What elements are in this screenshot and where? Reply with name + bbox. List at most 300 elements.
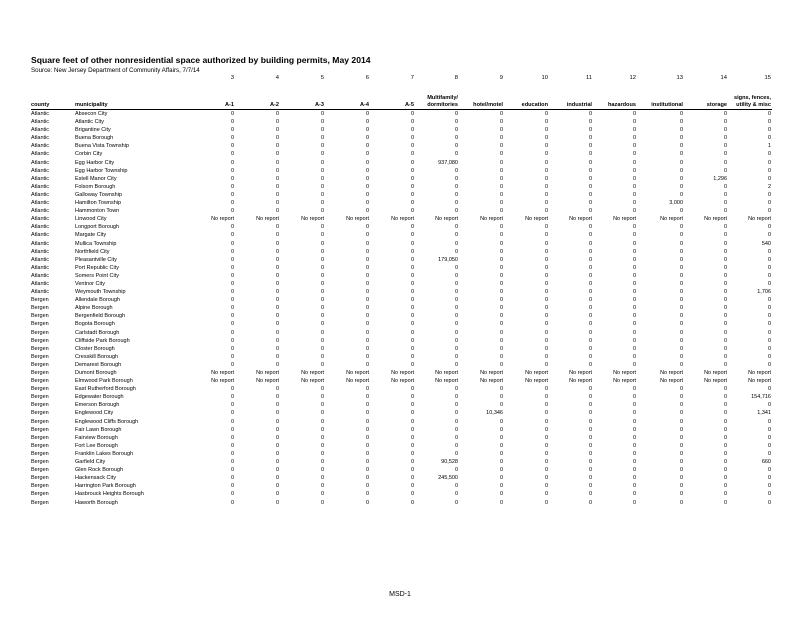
value-cell: 0 — [320, 151, 324, 158]
value-cell: 90,528 — [441, 459, 458, 466]
value-cell: 0 — [275, 240, 279, 247]
value-cell: 0 — [679, 329, 683, 336]
value-cell: 0 — [275, 135, 279, 142]
value-cell: No report — [660, 370, 683, 376]
county-cell: Bergen — [31, 483, 49, 490]
value-cell: 0 — [230, 329, 234, 336]
value-cell: 0 — [454, 394, 458, 401]
value-cell: No report — [613, 370, 636, 376]
value-cell: 0 — [320, 143, 324, 150]
value-cell: 0 — [320, 499, 324, 506]
value-cell: 0 — [632, 127, 636, 134]
municipality-cell: Alpine Borough — [75, 305, 113, 312]
value-cell: 0 — [588, 175, 592, 182]
value-cell: 0 — [365, 410, 369, 417]
value-cell: 0 — [365, 450, 369, 457]
value-cell: 0 — [544, 499, 548, 506]
value-cell: No report — [435, 370, 458, 376]
value-cell: 0 — [454, 450, 458, 457]
value-cell: 0 — [632, 175, 636, 182]
column-header: storage — [706, 101, 727, 108]
value-cell: 0 — [320, 491, 324, 498]
value-cell: 0 — [230, 386, 234, 393]
value-cell: 0 — [230, 289, 234, 296]
table-row — [31, 369, 772, 377]
value-cell: No report — [660, 378, 683, 385]
value-cell: 0 — [588, 426, 592, 433]
value-cell: 0 — [320, 410, 324, 417]
value-cell: 0 — [410, 240, 414, 247]
value-cell: 0 — [499, 264, 503, 271]
county-cell: Atlantic — [31, 240, 50, 247]
value-cell: 0 — [679, 353, 683, 360]
value-cell: 0 — [723, 337, 727, 344]
value-cell: 0 — [320, 159, 324, 166]
value-cell: 0 — [499, 280, 503, 287]
value-cell: 0 — [544, 208, 548, 215]
value-cell: 0 — [454, 224, 458, 231]
value-cell: 0 — [723, 240, 727, 247]
county-cell: Atlantic — [31, 175, 50, 182]
value-cell: 0 — [230, 483, 234, 490]
value-cell: 2 — [767, 183, 771, 190]
value-cell: 0 — [230, 151, 234, 158]
value-cell: No report — [660, 216, 683, 223]
value-cell: 0 — [365, 386, 369, 393]
value-cell: 0 — [499, 135, 503, 142]
value-cell: 0 — [723, 208, 727, 215]
municipality-cell: Somers Point City — [75, 272, 120, 279]
table-row — [31, 223, 772, 231]
value-cell: 0 — [320, 337, 324, 344]
value-cell: 154,716 — [751, 394, 771, 401]
value-cell: 660 — [761, 459, 771, 466]
value-cell: 0 — [320, 135, 324, 142]
value-cell: 0 — [454, 200, 458, 207]
value-cell: 0 — [632, 450, 636, 457]
value-cell: 0 — [588, 418, 592, 425]
value-cell: 0 — [679, 151, 683, 158]
county-cell: Bergen — [31, 467, 49, 474]
value-cell: 0 — [632, 272, 636, 279]
value-cell: 0 — [320, 321, 324, 328]
county-cell: Bergen — [31, 394, 49, 401]
county-cell: Atlantic — [31, 280, 50, 287]
value-cell: 0 — [230, 135, 234, 142]
value-cell: 0 — [679, 345, 683, 352]
value-cell: 0 — [499, 200, 503, 207]
value-cell: 0 — [767, 491, 771, 498]
table-row — [31, 272, 772, 280]
value-cell: 0 — [544, 289, 548, 296]
value-cell: 0 — [454, 272, 458, 279]
value-cell: 0 — [679, 256, 683, 263]
municipality-cell: Pleasantville City — [75, 256, 117, 263]
value-cell: No report — [525, 370, 548, 376]
value-cell: 0 — [499, 151, 503, 158]
value-cell: 0 — [767, 127, 771, 134]
value-cell: 0 — [723, 410, 727, 417]
value-cell: 0 — [320, 434, 324, 441]
value-cell: 0 — [365, 272, 369, 279]
table-row — [31, 426, 772, 434]
value-cell: 0 — [365, 151, 369, 158]
county-cell: Bergen — [31, 297, 49, 304]
value-cell: 0 — [320, 450, 324, 457]
value-cell: 0 — [320, 305, 324, 312]
table-row — [31, 207, 772, 215]
value-cell: 0 — [588, 321, 592, 328]
value-cell: 0 — [320, 418, 324, 425]
value-cell: 0 — [275, 248, 279, 255]
table-row — [31, 199, 772, 207]
value-cell: 0 — [275, 289, 279, 296]
value-cell: 245,500 — [438, 475, 458, 482]
value-cell: 0 — [454, 321, 458, 328]
value-cell: 0 — [544, 459, 548, 466]
value-cell: 0 — [275, 467, 279, 474]
municipality-cell: Haworth Borough — [75, 499, 118, 506]
table-row — [31, 482, 772, 490]
table-row — [31, 466, 772, 474]
value-cell: 0 — [410, 297, 414, 304]
value-cell: 0 — [365, 240, 369, 247]
value-cell: 0 — [723, 418, 727, 425]
value-cell: 0 — [588, 491, 592, 498]
value-cell: 0 — [632, 418, 636, 425]
value-cell: 0 — [767, 297, 771, 304]
value-cell: 0 — [230, 499, 234, 506]
value-cell: 0 — [365, 329, 369, 336]
value-cell: 0 — [454, 353, 458, 360]
municipality-cell: East Rutherford Borough — [75, 386, 136, 393]
value-cell: 3,000 — [669, 200, 683, 207]
value-cell: No report — [613, 378, 636, 385]
value-cell: 0 — [588, 483, 592, 490]
value-cell: 0 — [544, 345, 548, 352]
value-cell: 0 — [365, 418, 369, 425]
value-cell: 0 — [588, 410, 592, 417]
value-cell: 0 — [320, 386, 324, 393]
table-row — [31, 320, 772, 328]
municipality-cell: Longport Borough — [75, 224, 120, 231]
value-cell: 0 — [365, 297, 369, 304]
value-cell: 0 — [499, 305, 503, 312]
value-cell: 0 — [544, 297, 548, 304]
value-cell: 0 — [679, 175, 683, 182]
value-cell: 0 — [365, 483, 369, 490]
value-cell: 0 — [499, 159, 503, 166]
column-header: hazardous — [608, 101, 636, 108]
value-cell: 0 — [275, 297, 279, 304]
value-cell: 0 — [410, 256, 414, 263]
value-cell: 0 — [230, 183, 234, 190]
value-cell: No report — [748, 378, 771, 385]
value-cell: No report — [748, 370, 771, 376]
value-cell: 0 — [588, 329, 592, 336]
value-cell: 0 — [767, 426, 771, 433]
value-cell: 1,296 — [713, 175, 727, 182]
value-cell: 0 — [499, 434, 503, 441]
value-cell: 0 — [410, 232, 414, 239]
value-cell: 0 — [588, 475, 592, 482]
value-cell: 540 — [761, 240, 771, 247]
value-cell: No report — [346, 370, 369, 376]
value-cell: 0 — [679, 321, 683, 328]
value-cell: 0 — [588, 135, 592, 142]
value-cell: 0 — [588, 313, 592, 320]
value-cell: 0 — [365, 159, 369, 166]
value-cell: 0 — [230, 345, 234, 352]
value-cell: 0 — [544, 491, 548, 498]
value-cell: 0 — [767, 111, 771, 117]
value-cell: 0 — [454, 499, 458, 506]
value-cell: 0 — [544, 143, 548, 150]
value-cell: 0 — [410, 272, 414, 279]
municipality-cell: Edgewater Borough — [75, 394, 124, 401]
value-cell: 0 — [365, 224, 369, 231]
value-cell: 0 — [275, 442, 279, 449]
value-cell: 0 — [275, 410, 279, 417]
value-cell: 0 — [588, 434, 592, 441]
municipality-cell: Carlstadt Borough — [75, 329, 120, 336]
value-cell: 0 — [275, 345, 279, 352]
value-cell: 0 — [230, 297, 234, 304]
county-cell: Atlantic — [31, 183, 50, 190]
column-header: hotel/motel — [473, 101, 503, 108]
municipality-cell: Closter Borough — [75, 345, 115, 352]
value-cell: 0 — [230, 418, 234, 425]
value-cell: 0 — [365, 353, 369, 360]
table-row — [31, 126, 772, 134]
value-cell: 0 — [365, 127, 369, 134]
value-cell: 0 — [588, 248, 592, 255]
value-cell: 0 — [767, 434, 771, 441]
value-cell: 0 — [499, 289, 503, 296]
county-cell: Bergen — [31, 386, 49, 393]
value-cell: 0 — [632, 305, 636, 312]
value-cell: 0 — [275, 111, 279, 117]
value-cell: 0 — [454, 151, 458, 158]
value-cell: No report — [480, 370, 503, 376]
value-cell: 0 — [679, 167, 683, 174]
value-cell: 0 — [230, 175, 234, 182]
value-cell: 0 — [410, 459, 414, 466]
value-cell: 0 — [679, 410, 683, 417]
value-cell: 0 — [632, 442, 636, 449]
value-cell: 0 — [632, 297, 636, 304]
value-cell: 0 — [365, 191, 369, 198]
value-cell: 0 — [723, 127, 727, 134]
value-cell: 0 — [454, 491, 458, 498]
value-cell: 0 — [410, 426, 414, 433]
value-cell: 179,050 — [438, 256, 458, 263]
value-cell: 0 — [767, 224, 771, 231]
value-cell: 0 — [320, 264, 324, 271]
column-number: 6 — [365, 75, 369, 81]
municipality-cell: Allendale Borough — [75, 297, 120, 304]
value-cell: 0 — [723, 264, 727, 271]
column-number: 14 — [720, 75, 727, 81]
value-cell: 0 — [410, 467, 414, 474]
value-cell: 0 — [679, 337, 683, 344]
value-cell: 0 — [544, 175, 548, 182]
value-cell: 0 — [499, 394, 503, 401]
value-cell: 0 — [454, 135, 458, 142]
value-cell: 0 — [320, 256, 324, 263]
value-cell: 0 — [320, 402, 324, 409]
value-cell: 0 — [320, 248, 324, 255]
value-cell: 0 — [767, 167, 771, 174]
table-row — [31, 296, 772, 304]
value-cell: 0 — [320, 232, 324, 239]
value-cell: 0 — [454, 418, 458, 425]
value-cell: 0 — [275, 208, 279, 215]
value-cell: 0 — [410, 208, 414, 215]
value-cell: 0 — [365, 289, 369, 296]
municipality-cell: Estell Manor City — [75, 175, 117, 182]
value-cell: 0 — [454, 337, 458, 344]
municipality-cell: Hammonton Town — [75, 208, 120, 215]
value-cell: 0 — [679, 475, 683, 482]
value-cell: 0 — [230, 394, 234, 401]
value-cell: 0 — [632, 426, 636, 433]
county-cell: Bergen — [31, 418, 49, 425]
municipality-cell: Glen Rock Borough — [75, 467, 123, 474]
value-cell: 0 — [544, 264, 548, 271]
value-cell: 0 — [230, 459, 234, 466]
county-cell: Atlantic — [31, 167, 50, 174]
value-cell: 0 — [365, 256, 369, 263]
county-header: county — [31, 101, 50, 108]
county-cell: Atlantic — [31, 272, 50, 279]
value-cell: 0 — [588, 127, 592, 134]
value-cell: 0 — [679, 305, 683, 312]
value-cell: 0 — [230, 467, 234, 474]
value-cell: 0 — [410, 483, 414, 490]
value-cell: 0 — [723, 248, 727, 255]
value-cell: 0 — [588, 191, 592, 198]
column-number: 3 — [230, 75, 234, 81]
value-cell: 0 — [723, 313, 727, 320]
value-cell: 0 — [632, 135, 636, 142]
value-cell: 0 — [275, 313, 279, 320]
value-cell: 0 — [544, 119, 548, 126]
value-cell: 0 — [320, 475, 324, 482]
value-cell: 0 — [679, 111, 683, 117]
column-header: institutional — [651, 101, 683, 108]
value-cell: 0 — [410, 321, 414, 328]
value-cell: 0 — [230, 256, 234, 263]
value-cell: 0 — [588, 208, 592, 215]
column-header — [415, 86, 459, 108]
value-cell: 0 — [410, 450, 414, 457]
value-cell: 0 — [365, 459, 369, 466]
table-row — [31, 385, 772, 393]
value-cell: 0 — [544, 442, 548, 449]
value-cell: 0 — [544, 151, 548, 158]
county-cell: Bergen — [31, 491, 49, 498]
value-cell: 0 — [588, 297, 592, 304]
value-cell: 0 — [320, 111, 324, 117]
value-cell: 0 — [320, 175, 324, 182]
value-cell: 0 — [230, 119, 234, 126]
value-cell: 0 — [499, 345, 503, 352]
value-cell: 0 — [544, 467, 548, 474]
value-cell: 0 — [632, 191, 636, 198]
value-cell: 0 — [632, 394, 636, 401]
table-row — [31, 118, 772, 126]
value-cell: 0 — [365, 208, 369, 215]
value-cell: 0 — [230, 361, 234, 368]
value-cell: 0 — [632, 200, 636, 207]
value-cell: 0 — [275, 159, 279, 166]
value-cell: 0 — [275, 232, 279, 239]
value-cell: 0 — [454, 329, 458, 336]
value-cell: 0 — [499, 127, 503, 134]
value-cell: 0 — [410, 151, 414, 158]
page-footer: MSD-1 — [389, 591, 411, 598]
value-cell: 0 — [679, 426, 683, 433]
value-cell: 0 — [588, 442, 592, 449]
value-cell: 0 — [588, 200, 592, 207]
value-cell: 0 — [499, 483, 503, 490]
value-cell: 0 — [499, 321, 503, 328]
municipality-cell: Fairview Borough — [75, 434, 118, 441]
value-cell: 0 — [230, 410, 234, 417]
value-cell: 0 — [365, 426, 369, 433]
value-cell: 0 — [632, 483, 636, 490]
county-cell: Bergen — [31, 345, 49, 352]
county-cell: Bergen — [31, 442, 49, 449]
value-cell: 0 — [588, 394, 592, 401]
value-cell: 10,346 — [486, 410, 503, 417]
value-cell: 0 — [679, 418, 683, 425]
value-cell: 0 — [767, 175, 771, 182]
municipality-cell: Northfield City — [75, 248, 110, 255]
value-cell: 0 — [365, 183, 369, 190]
value-cell: 0 — [632, 256, 636, 263]
value-cell: 0 — [499, 232, 503, 239]
value-cell: 0 — [275, 167, 279, 174]
value-cell: 0 — [230, 402, 234, 409]
value-cell: 0 — [230, 280, 234, 287]
value-cell: 0 — [410, 434, 414, 441]
value-cell: 0 — [320, 289, 324, 296]
county-cell: Bergen — [31, 329, 49, 336]
value-cell: No report — [569, 378, 592, 385]
value-cell: 0 — [632, 345, 636, 352]
value-cell: 0 — [499, 499, 503, 506]
value-cell: 0 — [767, 191, 771, 198]
value-cell: 0 — [365, 135, 369, 142]
table-row — [31, 231, 772, 239]
value-cell: 0 — [230, 313, 234, 320]
value-cell: 0 — [365, 313, 369, 320]
value-cell: 0 — [454, 143, 458, 150]
value-cell: 0 — [632, 410, 636, 417]
column-header: A-4 — [359, 101, 369, 108]
value-cell: 0 — [454, 483, 458, 490]
value-cell: 0 — [723, 386, 727, 393]
table-row — [31, 240, 772, 248]
value-cell: 0 — [588, 111, 592, 117]
municipality-cell: Bogota Borough — [75, 321, 115, 328]
column-number: 4 — [275, 75, 279, 81]
municipality-cell: Folsom Borough — [75, 183, 116, 190]
value-cell: 0 — [632, 280, 636, 287]
value-cell: 0 — [230, 224, 234, 231]
